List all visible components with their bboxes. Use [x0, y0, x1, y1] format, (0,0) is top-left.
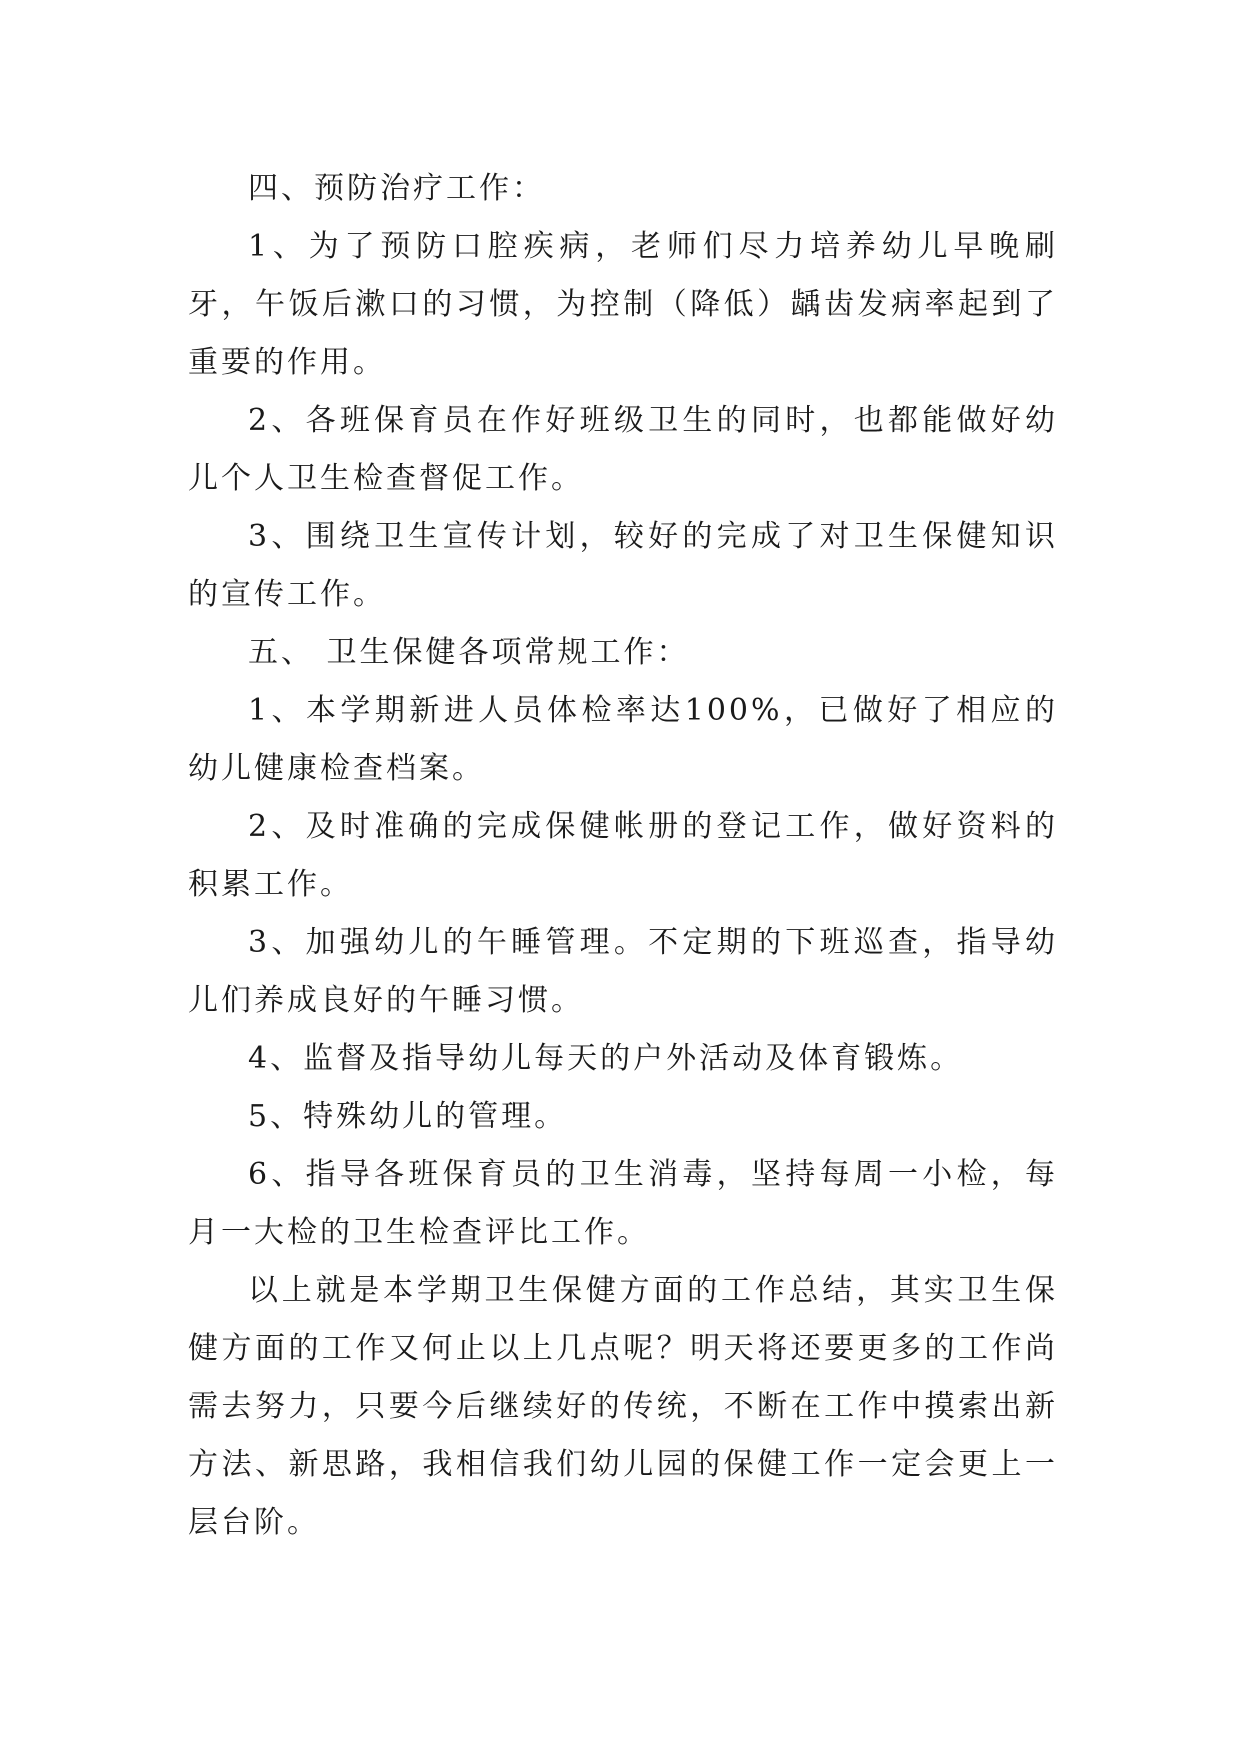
document-body [188, 160, 1058, 1552]
paragraph-class-hygiene: 2、各班保育员在作好班级卫生的同时，也都能做好幼儿个人卫生检查督促工作。 [188, 403, 1058, 496]
paragraph-outdoor-activity: 4、监督及指导幼儿每天的户外活动及体育锻炼。 [248, 1041, 964, 1076]
paragraph-nap-management: 3、加强幼儿的午睡管理。不定期的下班巡查，指导幼儿们养成良好的午睡习惯。 [188, 925, 1058, 1018]
section-heading-routine-work: 五、 卫生保健各项常规工作： [248, 635, 690, 670]
paragraph-special-children: 5、特殊幼儿的管理。 [248, 1099, 568, 1134]
paragraph-summary: 以上就是本学期卫生保健方面的工作总结，其实卫生保健方面的工作又何止以上几点呢？明天将还要更多的工作尚需去努力，只要今后继续好的传统，不断在工作中摸索出新方法、新思路，我相信我们幼儿园的保健工作一定会更上一层台阶。 [188, 1273, 1058, 1540]
paragraph-disinfection: 6、指导各班保育员的卫生消毒，坚持每周一小检，每月一大检的卫生检查评比工作。 [188, 1157, 1058, 1250]
paragraph-oral-health: 1、为了预防口腔疾病，老师们尽力培养幼儿早晚刷牙，午饭后漱口的习惯，为控制（降低）龋齿发病率起到了重要的作用。 [188, 229, 1058, 380]
paragraph-physical-exam: 1、本学期新进人员体检率达100%，已做好了相应的幼儿健康检查档案。 [188, 693, 1058, 786]
section-heading-prevention: 四、预防治疗工作： [248, 171, 545, 206]
paragraph-records: 2、及时准确的完成保健帐册的登记工作，做好资料的积累工作。 [188, 809, 1058, 902]
paragraph-health-publicity: 3、围绕卫生宣传计划，较好的完成了对卫生保健知识的宣传工作。 [188, 519, 1058, 612]
